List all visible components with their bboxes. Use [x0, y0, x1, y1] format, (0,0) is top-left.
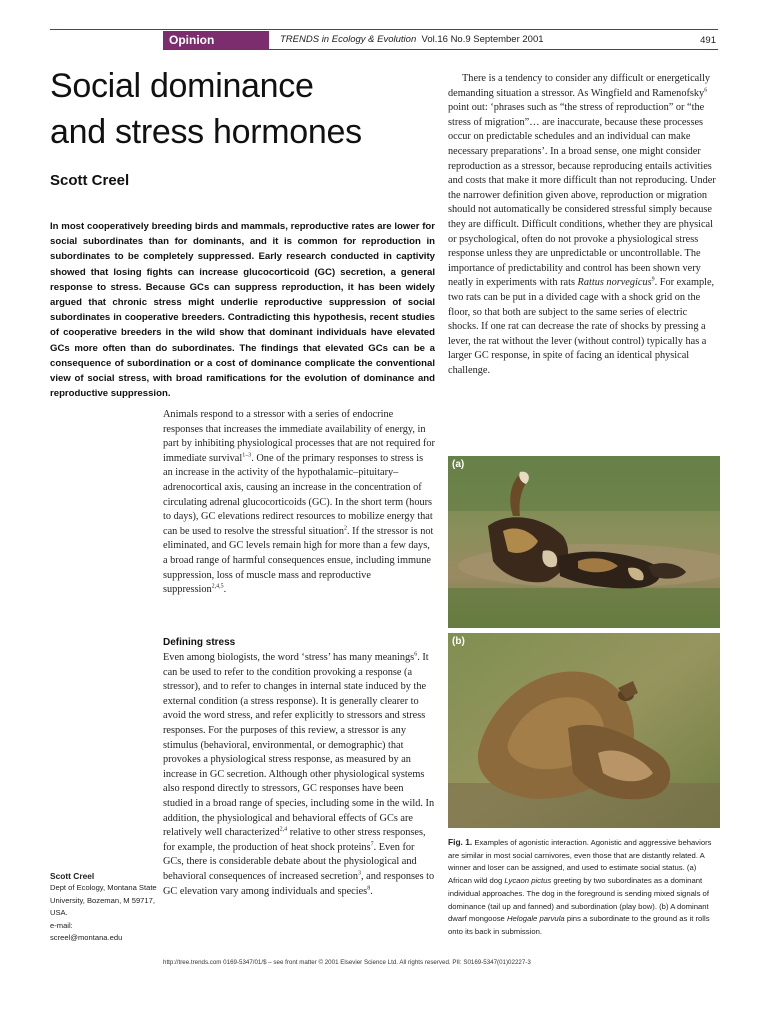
journal-name: TRENDS in Ecology & Evolution	[280, 34, 417, 45]
page-footer: http://tree.trends.com 0169-5347/01/$ – see front matter © 2001 Elsevier Science Ltd. All rights reserved. PII: S0169-5347(01)02227-3	[163, 959, 531, 966]
title-line-1: Social dominance	[50, 67, 314, 105]
title-line-2: and stress hormones	[50, 113, 362, 151]
caption-label: Fig. 1.	[448, 837, 473, 847]
author-address	[50, 870, 160, 944]
section-tab: Opinion	[163, 31, 269, 49]
page-number: 491	[700, 35, 716, 46]
article-author: Scott Creel	[50, 172, 130, 189]
article-title	[50, 63, 430, 155]
section-heading-defining-stress: Defining stress	[163, 637, 236, 648]
address-email-label: e-mail:	[50, 920, 73, 930]
species-name-rat: Rattus norvegicus	[577, 277, 652, 289]
address-department: Dept of Ecology, Montana State University, Bozeman, M 59717, USA.	[50, 883, 157, 918]
article-abstract: In most cooperatively breeding birds and mammals, reproductive rates are lower for social subordinates than for dominants, and it is common for reproduction in subordinates to be completely suppressed. Early research conducted in captivity showed that losing fights can increase glucocorticoid (GC) secretion, a general response to stress. Because GCs can suppress reproduction, it has been widely argued that chronic stress might underlie reproductive suppression of social subordinates in cooperative breeders. Contradicting this hypothesis, recent studies of cooperative breeders in the wild show that dominant individuals have elevated GCs more often than do subordinates. The findings that elevated GCs can be a consequence of subordination or a cost of dominance complicate the conventional view of social stress, with broad ramifications for the evolution of dominance and reproductive suppression.	[50, 221, 435, 400]
header-bottom-rule	[163, 49, 718, 50]
address-email[interactable]: screel@montana.edu	[50, 933, 123, 943]
body-paragraph-2: Even among biologists, the word ‘stress’ has many meanings$^6$. It can be used to refer to the condition provoking a response (a stressor), and to refer to changes in internal state induced by the external condition (a stress response). It is generally clearer to avoid the word stress, and refer explicitly to stressors and stress responses. For the purposes of this review, a stressor is any stimulus (behavioral, environmental, or demographic) that provokes a physiological stress response, as measured by an increase in GC secretion. Although other physiological systems also respond directly to stressors, GC responses have been studied in a broad range of species, including some in the wild. In addition, the physiological and behavioral effects of GCs are relatively well characterized$^{2,4}$ relative to other stress responses, for example, the production of heat shock proteins$^7$. Even for GCs, there is considerable debate about the physiological and behavioral consequences of increased secretion$^3$, and responses to GC elevation vary among individuals and species$^8$.	[163, 651, 435, 897]
running-header	[280, 34, 544, 45]
journal-issue: Vol.16 No.9 September 2001	[421, 34, 544, 45]
figure-1a-label: (a)	[452, 459, 465, 470]
figure-1a-wild-dogs-photo	[448, 456, 720, 628]
figure-1b-mongoose-photo	[448, 633, 720, 828]
address-name: Scott Creel	[50, 871, 95, 881]
body-paragraph-1: Animals respond to a stressor with a series of endocrine responses that increases the immediate availability of energy, in part by inhibiting physiological processes that are not required for immediate survival$^{1-3}$. One of the primary responses to stress is an increase in the activity of the hypothalamic–pituitary–adrenocortical axis, causing an increase in the concentration of circulating adrenal glucocorticoids (GC). In the short term (hours to days), GC elevations redirect resources to mobilize energy that can be used to resolve the stressful situation$^2$. If the stressor is not eliminated, and GC levels remain high for more than a few days, a broad range of harmful consequences ensue, including immune suppression, loss of muscle mass and reproductive suppression$^{2,4,5}$.	[163, 409, 435, 596]
figure-1b-label: (b)	[452, 636, 465, 647]
figure-1-caption: Fig. 1. Examples of agonistic interaction. Agonistic and aggressive behaviors are similar in most social carnivores, even those that are distantly related. A winner and loser can be assigned, and used to estimate social status. (a) African wild dog Lycaon pictus greeting by two subordinates as a dominant individual approaches. The dog in the foreground is sending mixed signals of dominance (tail up and fanned) and subordination (play bow). (b) A dominant dwarf mongoose Helogale parvula pins a subordinate to the ground as it rolls onto its back in submission.	[448, 837, 712, 936]
body-paragraph-3: There is a tendency to consider any difficult or energetically demanding situation a stressor. As Wingfield and Ramenofsky$^6$ point out: ‘phrases such as “the stress of reproduction” or “the stress of migration”… are inaccurate, because these processes occur on predictable schedules and an individual can make necessary preparations’. In a broad sense, one might consider reproduction as a stressor, because reproducing entails activities and costs that make it more difficult than not reproducing. Under the narrower definition given above, reproduction or migration should not automatically be considered stressful simply because they are difficult. Difficult conditions, whether they are physical or psychological, often do not provoke a physiological stress response unless they are unpredictable or uncontrollable. The importance of predictability and control has been shown very neatly in experiments with rats Rattus norvegicus$^9$. For example, two rats can be put in a divided cage with a shock grid on the floor, so that both are subject to the same series of electric shocks. If one rat can decrease the rate of shocks by pressing a lever, the rat without the lever (without control) typically has a larger GC response, in spite of facing an identical physical challenge.	[448, 73, 716, 376]
header-top-rule	[50, 29, 718, 30]
